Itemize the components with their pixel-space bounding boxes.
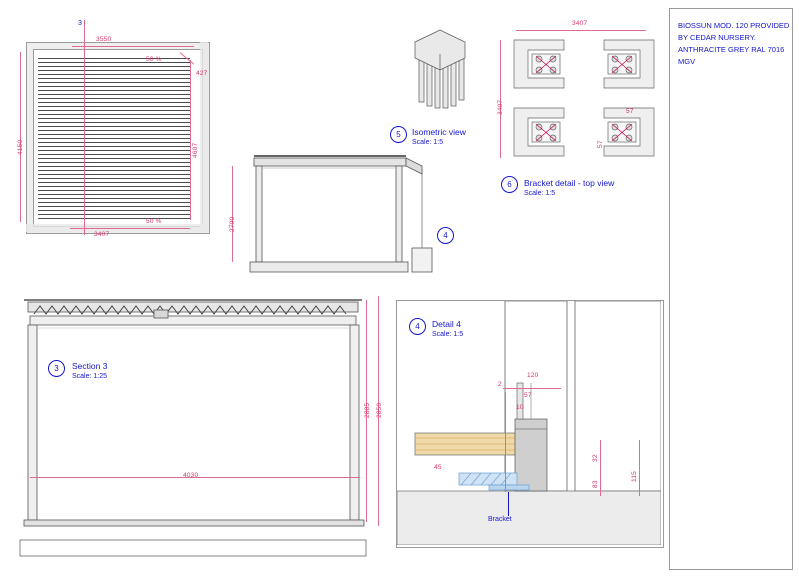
detail4-dim-32: 32 <box>592 454 599 462</box>
plan-dim-angle-top: 50 % <box>146 56 162 63</box>
plan-dim-top <box>72 46 194 47</box>
section-dim-4030: 4030 <box>183 472 199 479</box>
detail4-dim-120: 120 <box>527 372 539 379</box>
bracket-dim-3407-h: 3407 <box>497 99 504 115</box>
plan-dim-4607: 4607 <box>192 142 199 158</box>
bracket-quad-top-left <box>508 36 570 92</box>
bracket-dim-57-b: 57 <box>597 140 604 148</box>
elevation-dim-line <box>232 166 233 262</box>
isometric-bubble[interactable]: 5 <box>390 126 407 143</box>
bracket-quad-bottom-left <box>508 104 570 160</box>
bracket-dim-57-a: 57 <box>626 108 634 115</box>
notes-line-2: BY CEDAR NURSERY. <box>678 33 756 42</box>
plan-dim-427: 427 <box>196 70 208 77</box>
bracket-bubble[interactable]: 6 <box>501 176 518 193</box>
isometric-scale: Scale: 1:5 <box>412 139 444 146</box>
plan-dim-bottom <box>70 228 190 229</box>
plan-louver-group <box>38 58 190 218</box>
plan-dim-angle-bottom: 50 % <box>146 218 162 225</box>
detail4-dim-v-line <box>505 392 506 492</box>
notes-panel <box>669 8 793 570</box>
bracket-dim-3407-w: 3407 <box>572 20 588 27</box>
detail4-dim-2: 2 <box>498 381 502 388</box>
isometric-title: Isometric view <box>412 127 466 137</box>
detail4-dim-right-115 <box>639 440 640 496</box>
detail4-dim-45: 45 <box>434 464 442 471</box>
plan-dim-left <box>20 52 21 222</box>
detail4-dim-right-83 <box>600 466 601 496</box>
notes-line-3: ANTHRACITE GREY RAL 7016 <box>678 45 785 54</box>
section-dim-2859: 2859 <box>376 402 383 418</box>
plan-dim-4150: 4150 <box>17 139 24 155</box>
detail4-title: Detail 4 <box>432 319 461 329</box>
elevation-dim-2700: 2700 <box>229 216 236 232</box>
detail4-dim-10: 10 <box>516 404 524 411</box>
detail4-dim-right-32 <box>600 440 601 466</box>
elevation-drawing <box>246 150 436 280</box>
bracket-scale: Scale: 1:5 <box>524 190 556 197</box>
bracket-dim-top-line <box>516 30 646 31</box>
detail4-dim-120-line <box>503 388 561 389</box>
section-bubble[interactable]: 3 <box>48 360 65 377</box>
notes-line-1: BIOSSUN MOD. 120 PROVIDED <box>678 21 790 30</box>
plan-callout-3: 3 <box>78 20 83 27</box>
plan-dim-3550: 3550 <box>96 36 112 43</box>
notes-line-4: MGV <box>678 57 696 66</box>
section-title: Section 3 <box>72 361 108 371</box>
elevation-bubble[interactable]: 4 <box>437 227 454 244</box>
isometric-post-drawing <box>405 22 475 110</box>
detail4-dim-83: 83 <box>592 480 599 488</box>
plan-dim-3407: 3407 <box>94 231 110 238</box>
section-drawing <box>14 292 374 562</box>
detail4-bracket-callout: Bracket <box>488 516 512 523</box>
detail4-callout-leader <box>508 492 509 516</box>
section-dim-2885: 2885 <box>364 402 371 418</box>
detail4-dim-115: 115 <box>631 471 638 482</box>
section-scale: Scale: 1:25 <box>72 373 108 380</box>
detail4-scale: Scale: 1:5 <box>432 331 464 338</box>
detail4-bubble[interactable]: 4 <box>409 318 426 335</box>
detail4-dim-57: 57 <box>524 392 532 399</box>
plan-axis-vertical <box>84 20 85 235</box>
bracket-quad-top-right <box>598 36 660 92</box>
bracket-title: Bracket detail - top view <box>524 178 615 188</box>
plan-dim-right <box>190 60 191 220</box>
